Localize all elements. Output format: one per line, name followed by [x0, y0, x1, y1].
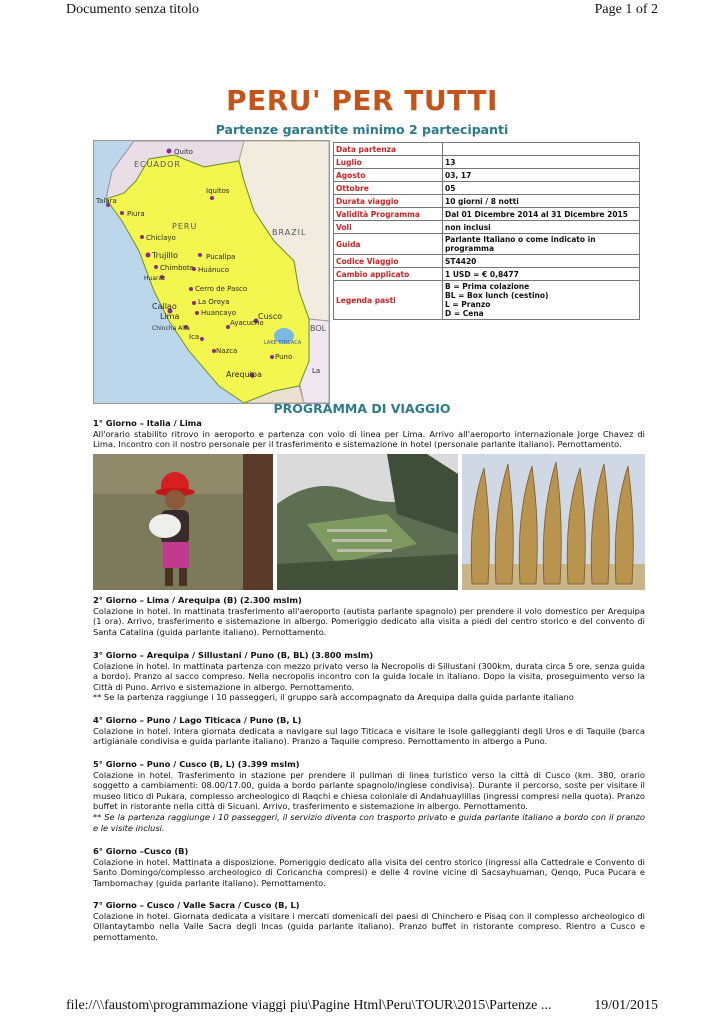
info-value: 03, 17	[443, 169, 640, 182]
child-with-lamb-photo	[93, 454, 273, 590]
map-label: Quito	[174, 148, 193, 156]
city-dot	[120, 211, 124, 215]
info-key: Luglio	[334, 156, 443, 169]
day-4	[93, 715, 645, 747]
info-key: Data partenza	[334, 143, 443, 156]
city-dot	[154, 265, 158, 269]
day-heading: 4° Giorno – Puno / Lago Titicaca / Puno (B, L)	[93, 715, 302, 725]
info-key: Durata viaggio	[334, 195, 443, 208]
info-value: Parlante Italiano o come indicato in programma	[443, 234, 640, 255]
trip-info-table	[333, 142, 640, 320]
print-date: 19/01/2015	[594, 998, 658, 1013]
day-heading: 7° Giorno – Cusco / Valle Sacra / Cusco (B, L)	[93, 900, 300, 910]
day-2	[93, 595, 645, 637]
city-dot	[200, 337, 204, 341]
page-header	[66, 2, 658, 22]
info-row	[334, 268, 640, 281]
city-dot	[195, 311, 199, 315]
city-dot	[210, 196, 214, 200]
legend-line: B = Prima colazione	[445, 282, 530, 291]
day-heading: 3° Giorno – Arequipa / Sillustani / Puno (B, BL) (3.800 mslm)	[93, 650, 374, 660]
map-label: PERU	[172, 222, 198, 231]
city-dot	[140, 235, 144, 239]
map-label: Ica	[189, 333, 200, 341]
map-label: ECUADOR	[134, 160, 181, 169]
map-label: Arequipa	[226, 370, 262, 379]
map-label: La Oroya	[198, 298, 230, 306]
day-text: Colazione in hotel. In mattinata trasferimento all'aeroporto (autista parlante spagnolo) per prendere il volo domestico per Arequipa (1 ora). Arrivo, trasferimento e sistemazione in albergo. Pomeriggio dedicato alla visita a piedi del centro storico e del convento di Santa Catalina (guida parlante italiano). Pernottamento.	[93, 605, 645, 637]
day-text: Colazione in hotel. Giornata dedicata a visitare i mercati domenicali dei paesi di Chinchero e Pisaq con il complesso archeologico di Ollantaytambo nella Valle Sacra degli Incas (guida parlante italiano). Pranzo buffet in ristorante compreso. Rientro a Cusco e pernottamento.	[93, 910, 645, 942]
info-row	[334, 143, 640, 156]
info-row	[334, 156, 640, 169]
info-key: Validità Programma	[334, 208, 443, 221]
city-dot	[192, 301, 196, 305]
document-title: Documento senza titolo	[66, 2, 199, 17]
page-footer	[66, 998, 658, 1020]
page-title: PERU' PER TUTTI	[226, 84, 498, 117]
day-heading: 1° Giorno – Italia / Lima	[93, 418, 202, 428]
day-6	[93, 846, 645, 888]
map-label: Ayacucho	[230, 319, 264, 327]
map-label: Cusco	[258, 312, 283, 321]
day-1	[93, 418, 645, 450]
legend-values	[443, 281, 640, 320]
city-dot	[189, 287, 193, 291]
legend-line: D = Cena	[445, 309, 484, 318]
reed-boats-photo	[462, 454, 645, 590]
map-label: Trujillo	[152, 251, 178, 260]
city-dot	[167, 149, 172, 154]
map-label: BOL	[310, 324, 327, 333]
info-key: Voli	[334, 221, 443, 234]
day-text: Colazione in hotel. Mattinata a disposizione. Pomeriggio dedicato alla visita del centro storico (ingressi alla Cattedrale e Convento di Santo Domingo/complesso archeologico di Coricancha compresi) e delle 4 rovine vicine di Sacsayhuaman, Qenqo, Puca Pucara e Tambomachay (guida parlante italiano). Pernottamento.	[93, 856, 645, 888]
day-5	[93, 759, 645, 833]
day-heading: 2° Giorno – Lima / Arequipa (B) (2.300 mslm)	[93, 595, 302, 605]
info-key: Ottobre	[334, 182, 443, 195]
info-row	[334, 234, 640, 255]
map-label: Huaraz	[144, 275, 166, 282]
map-label: Chimbote	[160, 264, 194, 272]
map-label: Talara	[96, 197, 117, 205]
machu-picchu-photo	[277, 454, 458, 590]
info-value: non inclusi	[443, 221, 640, 234]
map-label: Piura	[127, 210, 145, 218]
photo-strip	[93, 454, 645, 590]
day-text: Colazione in hotel. Intera giornata dedicata a navigare sul lago Titicaca e visitare le isole galleggianti degli Uros e di Taquile (barca artigianale condivisa e guida parlante italiano). Pranzo a Taquile compreso. Pernottamento in albergo a Puno.	[93, 725, 645, 747]
info-row	[334, 182, 640, 195]
legend-key: Legenda pasti	[334, 281, 443, 320]
day-note: ** Se la partenza raggiunge i 10 passeggeri, il servizio diventa con trasporto privato e guida parlante italiano a bordo con il pranzo e le visite inclusi.	[93, 811, 645, 833]
map-graphic	[94, 141, 329, 403]
map-label: Cerro de Pasco	[195, 285, 248, 293]
info-key: Cambio applicato	[334, 268, 443, 281]
map-label: La	[312, 367, 321, 375]
map-label: Lima	[160, 312, 180, 321]
day-3	[93, 650, 645, 703]
page-subtitle: Partenze garantite minimo 2 partecipanti	[215, 122, 509, 137]
day-7	[93, 900, 645, 942]
page-number: Page 1 of 2	[594, 2, 658, 17]
cut-off-line	[93, 957, 645, 962]
info-value: 1 USD = € 0,8477	[443, 268, 640, 281]
legend-row	[334, 281, 640, 320]
info-row	[334, 221, 640, 234]
info-key: Codice Viaggio	[334, 255, 443, 268]
info-row	[334, 255, 640, 268]
legend-line: BL = Box lunch (cestino)	[445, 291, 549, 300]
legend-line: L = Pranzo	[445, 300, 491, 309]
info-key: Agosto	[334, 169, 443, 182]
program-title: PROGRAMMA DI VIAGGIO	[273, 401, 451, 416]
day-heading: 6° Giorno –Cusco (B)	[93, 846, 189, 856]
day-text: Colazione in hotel. In mattinata partenza con mezzo privato verso la Necropolis di Sillustani (300km, durata circa 5 ore, senza guida a bordo). Pranzo al sacco compreso. Nella necropolis incontro con la guida locale in italiano. Dopo la visita, proseguimento verso la Città di Puno. Arrivo e sistemazione in albergo. Pernottamento.	[93, 660, 645, 692]
map-label: Huancayo	[201, 309, 236, 317]
city-dot	[198, 253, 202, 257]
info-value: 10 giorni / 8 notti	[443, 195, 640, 208]
info-row	[334, 195, 640, 208]
map-label: Puno	[275, 353, 293, 361]
map-label: Nazca	[216, 347, 238, 355]
day-note: ** Se la partenza raggiunge i 10 passeggeri, il gruppo sarà accompagnato da Arequipa dalla guida parlante italiano	[93, 692, 574, 703]
info-row	[334, 169, 640, 182]
map-label: Chiclayo	[146, 234, 176, 242]
day-text: All'orario stabilito ritrovo in aeroporto e partenza con volo di linea per Lima. Arrivo all'aeroporto internazionale Jorge Chavez di Lima. Incontro con il nostro personale per il trasferimento e sistemazione in hotel (personale parlante italiano). Pernottamento.	[93, 428, 645, 450]
map-label: Chincha Alta	[152, 325, 190, 332]
city-dot	[270, 355, 274, 359]
info-value	[443, 143, 640, 156]
map-label: BRAZIL	[272, 228, 307, 237]
map-label: Pucallpa	[206, 253, 236, 261]
map-label: LAKE TITICACA	[264, 340, 302, 346]
city-dot	[146, 253, 151, 258]
info-row	[334, 208, 640, 221]
day-heading: 5° Giorno – Puno / Cusco (B, L) (3.399 mslm)	[93, 759, 300, 769]
file-path: file://\\faustom\programmazione viaggi piu\Pagine Html\Peru\TOUR\2015\Partenze ...	[66, 998, 552, 1013]
map-label: Iquitos	[206, 187, 230, 195]
info-value: ST4420	[443, 255, 640, 268]
map-label: Huánuco	[198, 266, 229, 274]
map-label: Callao	[152, 302, 177, 311]
day-text: Colazione in hotel. Trasferimento in stazione per prendere il pullman di linea turistico verso la città di Cusco (km. 380, orario soggetto a cambiamenti: 08.00/17.00, guida a bordo parlante spagnolo/inglese condivisa). Durante il percorso, soste per visitare il museo litico di Pukara, complesso archeologico di Raqchi e chiesa coloniale di Andahuaylillas (ingressi compresi nella quota). Pranzo buffet in ristorante nella città di Sicuani. Arrivo, trasferimento e sistemazione in albergo. Pernottamento.	[93, 769, 645, 812]
info-key: Guida	[334, 234, 443, 255]
info-value: 13	[443, 156, 640, 169]
peru-map	[93, 140, 330, 404]
info-value: 05	[443, 182, 640, 195]
info-value: Dal 01 Dicembre 2014 al 31 Dicembre 2015	[443, 208, 640, 221]
